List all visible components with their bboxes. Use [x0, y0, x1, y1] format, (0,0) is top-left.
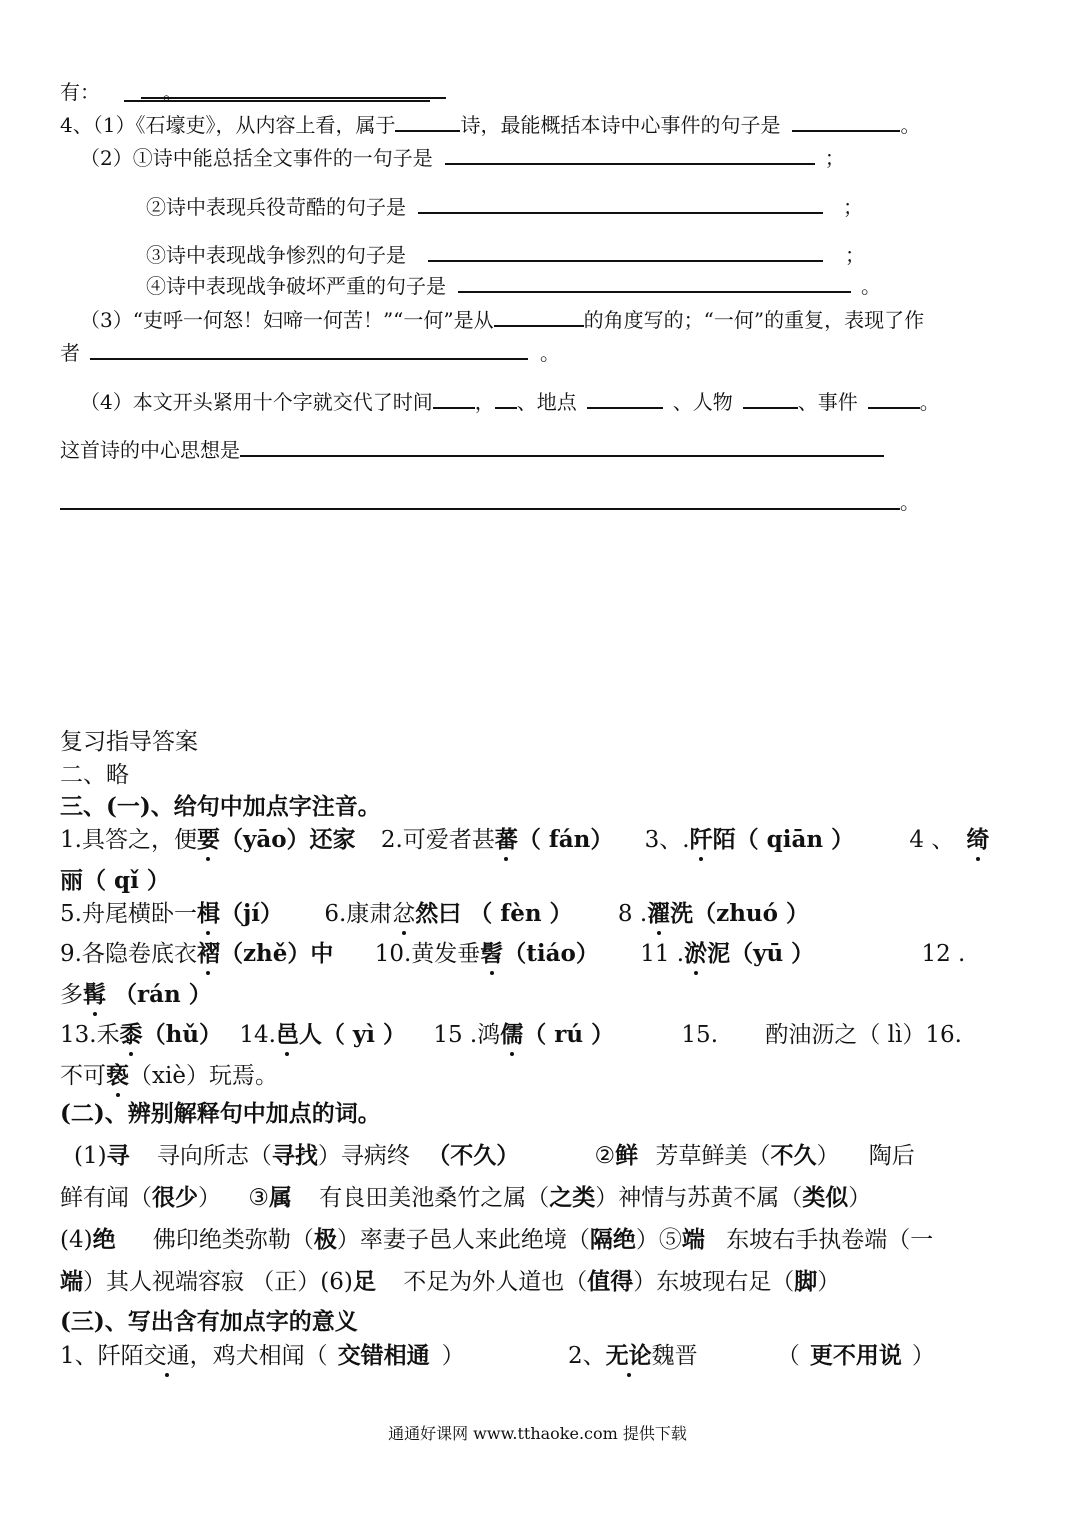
dotted-char: 忿: [392, 901, 416, 927]
text: 泥（yū ）: [707, 940, 815, 967]
text: 更不用说: [809, 1342, 902, 1369]
text: 陌（ qiān ）: [712, 826, 855, 853]
text: 不可: [60, 1063, 106, 1089]
dotted-char: 无论: [605, 1342, 652, 1369]
text: ）⑤: [635, 1227, 682, 1253]
text: 。: [540, 341, 560, 365]
text: 多: [60, 982, 83, 1008]
text: 有：: [60, 80, 100, 104]
text: 3、.: [644, 827, 690, 853]
answer-row-12: [60, 1342, 935, 1370]
text: 、地点: [516, 390, 577, 414]
answer-blank[interactable]: [458, 275, 851, 293]
dotted-char: 髯: [83, 981, 106, 1008]
text: (1): [74, 1143, 107, 1169]
text: 脚: [794, 1268, 818, 1295]
dotted-char: 邑: [275, 1021, 299, 1048]
text: ②诗中表现兵役苛酷的句子是: [146, 195, 406, 219]
q-line-7: [80, 308, 924, 332]
dotted-char: 黍: [119, 1021, 143, 1048]
text: 佛印绝类弥勒（: [152, 1227, 314, 1253]
text: 4 、: [909, 827, 955, 853]
text: ；: [845, 243, 865, 267]
text: （不久）: [427, 1142, 520, 1169]
text: ②: [594, 1143, 616, 1169]
text: ）: [817, 1269, 841, 1295]
text: 4、（1）《石壕吏》，从内容上看，属于: [60, 113, 396, 137]
text: （ fán）: [517, 826, 614, 853]
text: 2.可爱者甚: [380, 827, 495, 853]
text: ）: [816, 1143, 840, 1169]
answer-row-5: [60, 981, 212, 1009]
answer-row-8: [60, 1142, 915, 1170]
dotted-char: 褶: [196, 940, 220, 967]
text: 值得: [587, 1268, 634, 1295]
text: 鲜有闻（: [60, 1185, 152, 1211]
answer-row-3: [60, 900, 809, 928]
text: （xiè）玩焉。: [129, 1063, 278, 1089]
text: 、人物: [672, 390, 733, 414]
dotted-char: 绮: [966, 826, 990, 853]
text: 类似: [802, 1184, 849, 1211]
text: （tiáo）: [503, 940, 599, 967]
text: 洗（zhuó ）: [670, 900, 809, 927]
answer-row-11: [60, 1268, 840, 1296]
text: ）神情与苏黄不属（: [595, 1185, 803, 1211]
text: （: [776, 1343, 800, 1369]
text: 诗，最能概括本诗中心事件的句子是: [460, 113, 781, 137]
answer-row-4: [60, 940, 965, 968]
text: 8 .: [617, 901, 648, 927]
text: （3）“吏呼一何怒！妇啼一何苦！”“一何”是从: [80, 308, 494, 332]
q-line-2: [60, 113, 920, 137]
answer-row-6: [60, 1021, 962, 1049]
text: 寻向所志（: [156, 1143, 272, 1169]
text: (4): [60, 1227, 93, 1253]
answer-line[interactable]: [60, 508, 900, 510]
text: ）东坡现右足（: [633, 1269, 795, 1295]
text: ）: [848, 1185, 872, 1211]
text: ③: [248, 1185, 269, 1211]
text: 魏晋: [651, 1343, 698, 1369]
answer-blank[interactable]: [792, 114, 900, 132]
section-2: 二、略: [60, 762, 129, 788]
section-3-2: (二)、辨别解释句中加点的词。: [60, 1100, 381, 1127]
answer-blank[interactable]: [587, 391, 663, 409]
text: 13.禾: [60, 1022, 120, 1048]
text: （hǔ）: [142, 1021, 223, 1048]
text: （ rú ）: [523, 1021, 615, 1048]
text: 者: [60, 341, 80, 365]
q-line-4: [146, 195, 863, 219]
answer-blank[interactable]: [428, 244, 823, 262]
answer-blank[interactable]: [395, 114, 460, 132]
dotted-char: 髫: [480, 940, 504, 967]
text: ）其人视端容寂 （正）(6): [83, 1269, 353, 1295]
text: 隔绝: [589, 1226, 636, 1253]
text: 足: [352, 1268, 376, 1295]
text: ）率妻子邑人来此绝境（: [336, 1227, 590, 1253]
answer-row-1: [60, 826, 989, 854]
text: 。: [900, 113, 921, 137]
dotted-char: 交通: [143, 1343, 190, 1369]
text: 9.各隐卷底衣: [60, 941, 197, 967]
q-line-5: [146, 243, 865, 267]
text: 11 .: [640, 941, 685, 967]
answer-row-10: [60, 1226, 933, 1254]
dotted-char: 要: [196, 826, 220, 853]
text: 。: [162, 80, 183, 104]
answer-blank[interactable]: [868, 391, 920, 409]
text: 1、阡陌: [60, 1343, 144, 1369]
text: （jí）: [219, 900, 284, 927]
text: ）: [441, 1343, 465, 1369]
text: 14.: [239, 1022, 276, 1048]
dotted-char: 阡: [689, 826, 713, 853]
answer-blank[interactable]: [494, 309, 584, 327]
text: 这首诗的中心思想是: [60, 438, 240, 462]
text: （zhě）中: [219, 940, 334, 967]
text: ，: [474, 390, 495, 414]
text: （2）①诗中能总括全文事件的一句子是: [80, 146, 433, 170]
section-3-3: (三)、写出含有加点字的意义: [60, 1308, 358, 1335]
dotted-char: 亵: [106, 1062, 129, 1089]
text: 1.具答之，便: [60, 827, 197, 853]
answer-row-9: [60, 1184, 871, 1212]
text: 有良田美池桑竹之属（: [319, 1185, 550, 1211]
text: 2、: [567, 1343, 606, 1369]
text: 15 .鸿: [433, 1022, 501, 1048]
answer-row-7: [60, 1062, 278, 1090]
answer-blank[interactable]: [743, 391, 798, 409]
text: 人（ yì ）: [298, 1021, 407, 1048]
q-line-9: [80, 390, 940, 414]
text: 6.康肃: [324, 901, 393, 927]
text: 之类: [549, 1184, 596, 1211]
dotted-char: 濯: [647, 900, 671, 927]
q-line-10: [60, 438, 884, 462]
text: 寻: [106, 1142, 130, 1169]
text: 陶后: [868, 1143, 915, 1169]
text: 鲜: [615, 1142, 639, 1169]
text: （rán ）: [106, 981, 212, 1008]
text: 极: [313, 1226, 337, 1253]
text: ，鸡犬相闻（: [189, 1343, 328, 1369]
text: 属: [268, 1184, 292, 1211]
answers-title: 复习指导答案: [60, 729, 198, 755]
text: ；: [824, 146, 845, 170]
underline: [124, 100, 430, 102]
dotted-char: 蕃: [494, 826, 518, 853]
text: 的角度写的；“一何”的重复，表现了作: [583, 308, 925, 332]
answer-blank[interactable]: [445, 147, 815, 165]
text: （4）本文开头紧用十个字就交代了时间: [80, 390, 433, 414]
dotted-char: 儒: [500, 1021, 524, 1048]
text: 。: [919, 390, 940, 414]
section-3-1: 三、(一)、给句中加点字注音。: [60, 793, 381, 820]
answer-blank[interactable]: [240, 439, 884, 457]
text: ③诗中表现战争惨烈的句子是: [146, 243, 406, 267]
footer-credit: 通通好课网 www.tthaoke.com 提供下载: [388, 1424, 687, 1443]
dotted-char: 淤: [684, 940, 708, 967]
text: 寻找: [271, 1142, 318, 1169]
text: 交错相通: [337, 1342, 430, 1369]
text: 然曰 （ fèn ）: [415, 900, 573, 927]
text: 。: [861, 274, 881, 298]
answer-row-2: 丽（ qǐ ）: [60, 867, 170, 894]
text: 12 .: [921, 941, 966, 967]
text: 5.舟尾横卧一: [60, 901, 197, 927]
text: 端: [681, 1226, 705, 1253]
text: ）寻病终: [317, 1143, 410, 1169]
text: ）: [198, 1185, 221, 1211]
text: 酌油沥之（ lì）16.: [765, 1022, 962, 1048]
text: （yāo）还家: [219, 826, 356, 853]
q-line-6: [146, 274, 881, 298]
q-line-3: [80, 146, 845, 170]
text: ）: [911, 1343, 935, 1369]
text: 东坡右手执卷端（一: [726, 1227, 934, 1253]
text: 不足为外人道也（: [403, 1269, 588, 1295]
answer-blank[interactable]: [141, 81, 446, 99]
text: 很少: [152, 1184, 198, 1211]
answer-blank[interactable]: [495, 391, 517, 409]
text: 不久: [770, 1142, 817, 1169]
text: 15.: [681, 1022, 718, 1048]
answer-blank[interactable]: [433, 391, 475, 409]
text: 芳草鲜美（: [655, 1143, 771, 1169]
text: ；: [843, 195, 863, 219]
text: 端: [60, 1268, 83, 1295]
dotted-char: 楫: [196, 900, 220, 927]
text: 、事件: [797, 390, 858, 414]
answer-blank[interactable]: [90, 342, 528, 360]
q-line-8: [60, 341, 560, 365]
text: 10.黄发垂: [374, 941, 481, 967]
q-line-11-end: 。: [900, 490, 920, 514]
text: ④诗中表现战争破坏严重的句子是: [146, 274, 446, 298]
answer-blank[interactable]: [418, 196, 823, 214]
text: 绝: [92, 1226, 116, 1253]
